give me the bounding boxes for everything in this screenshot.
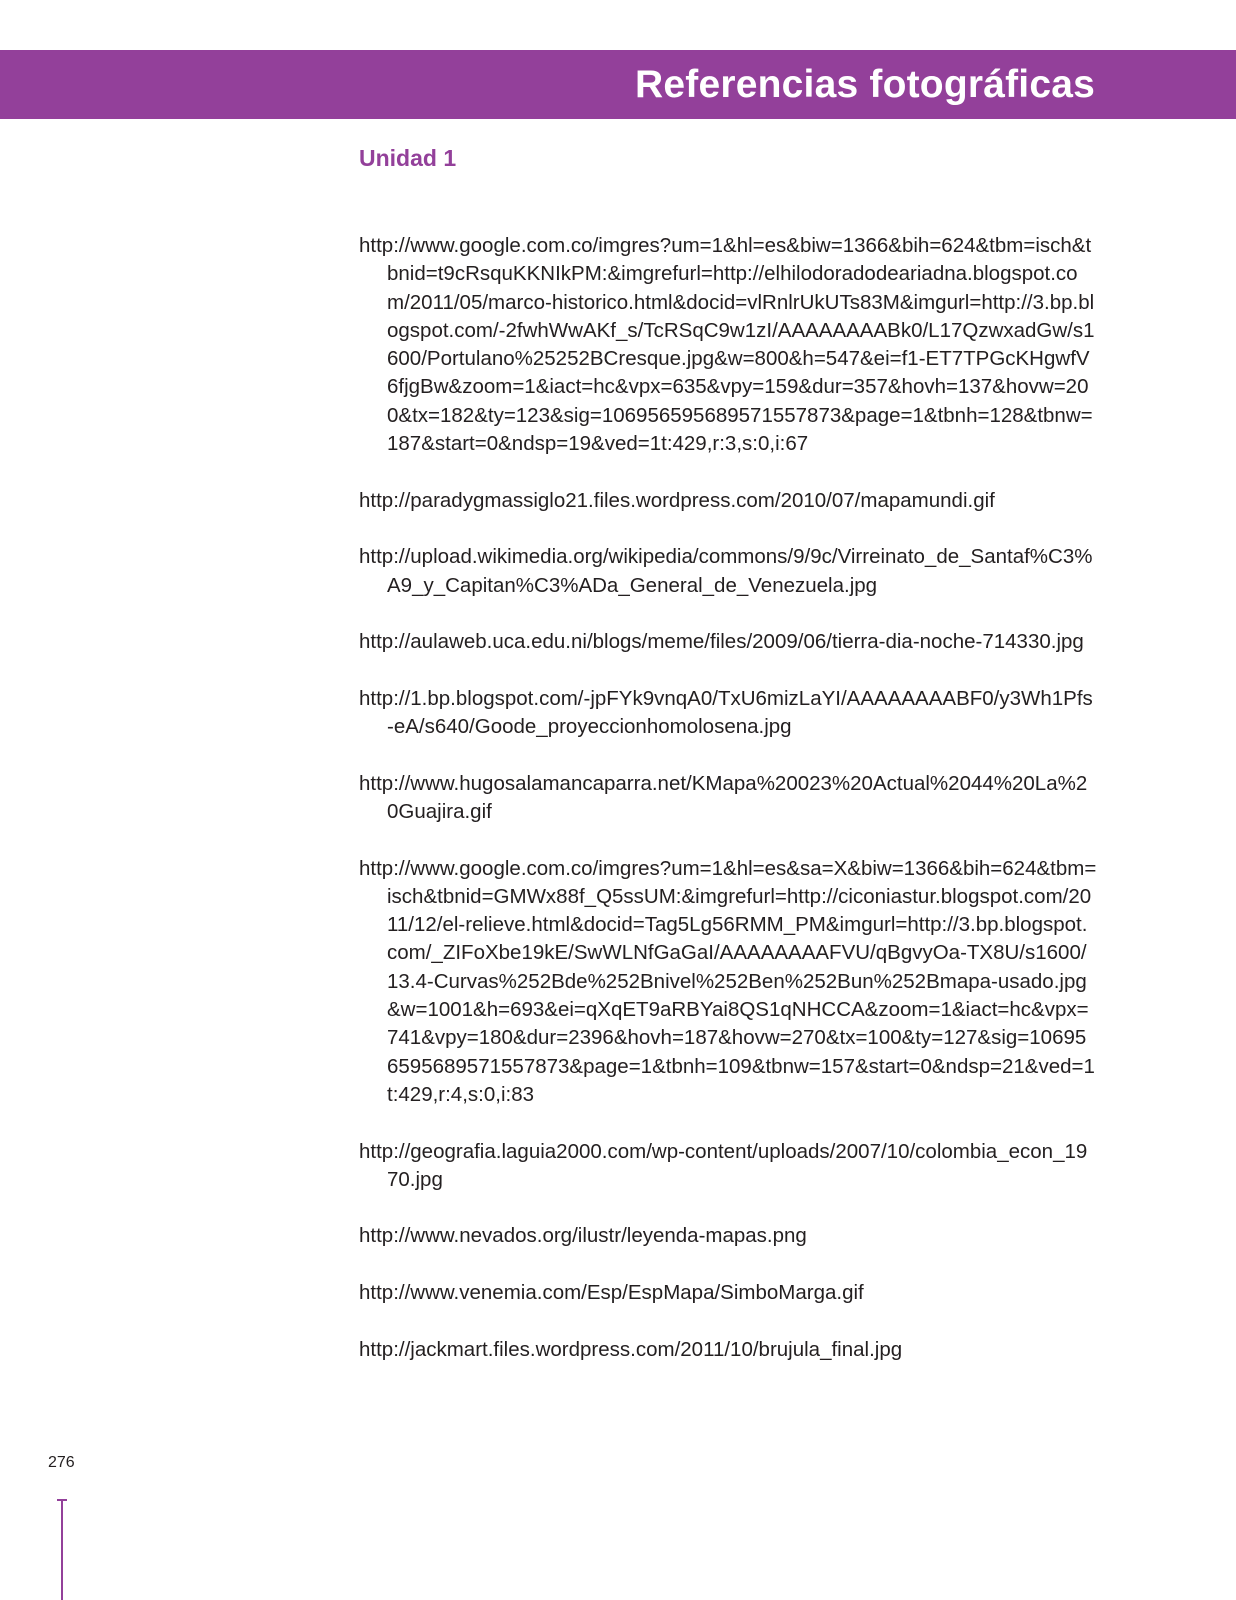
reference-list	[359, 232, 1097, 1392]
reference-item: http://geografia.laguia2000.com/wp-content/uploads/2007/10/colombia_econ_1970.jpg	[359, 1139, 1088, 1191]
page-title: Referencias fotográficas	[635, 63, 1095, 106]
reference-item: http://www.google.com.co/imgres?um=1&hl=es&biw=1366&bih=624&tbm=isch&tbnid=t9cRsquKKNIkPM:&imgrefurl=http://elhilodoradodeariadna.blogspot.com/2011/05/marco-historico.html&docid=vlRnlrUkUTs83M&imgurl=http://3.bp.blogspot.com/-2fwhWwAKf_s/TcRSqC9w1zI/AAAAAAAABk0/L17QzwxadGw/s1600/Portulano%25252BCresque.jpg&w=800&h=547&ei=f1-ET7TPGcKHgwfV6fjgBw&zoom=1&iact=hc&vpx=635&vpy=159&dur=357&hovh=137&hovw=200&tx=182&ty=123&sig=106956595689571557873&page=1&tbnh=128&tbnw=187&start=0&ndsp=19&ved=1t:429,r:3,s:0,i:67	[359, 234, 1095, 456]
reference-item: http://paradygmassiglo21.files.wordpress.com/2010/07/mapamundi.gif	[359, 488, 995, 512]
margin-line	[61, 1500, 63, 1600]
reference-item: http://www.nevados.org/ilustr/leyenda-mapas.png	[359, 1224, 807, 1248]
reference-item: http://www.google.com.co/imgres?um=1&hl=es&sa=X&biw=1366&bih=624&tbm=isch&tbnid=GMWx88f_Q5ssUM:&imgrefurl=http://ciconiastur.blogspot.com/2011/12/el-relieve.html&docid=Tag5Lg56RMM_PM&imgurl=http://3.bp.blogspot.com/_ZIFoXbe19kE/SwWLNfGaGaI/AAAAAAAAFVU/qBgvyOa-TX8U/s1600/13.4-Curvas%252Bde%252Bnivel%252Ben%252Bun%252Bmapa-usado.jpg&w=1001&h=693&ei=qXqET9aRBYai8QS1qNHCCA&zoom=1&iact=hc&vpx=741&vpy=180&dur=2396&hovh=187&hovw=270&tx=100&ty=127&sig=106956595689571557873&page=1&tbnh=109&tbnw=157&start=0&ndsp=21&ved=1t:429,r:4,s:0,i:83	[359, 856, 1097, 1106]
page-number: 276	[48, 1454, 75, 1471]
reference-item: http://aulaweb.uca.edu.ni/blogs/meme/files/2009/06/tierra-dia-noche-714330.jpg	[359, 630, 1084, 654]
section-heading: Unidad 1	[359, 145, 457, 171]
reference-item: http://1.bp.blogspot.com/-jpFYk9vnqA0/TxU6mizLaYI/AAAAAAAABF0/y3Wh1Pfs-eA/s640/Goode_proyeccionhomolosena.jpg	[359, 686, 1093, 739]
reference-item: http://upload.wikimedia.org/wikipedia/commons/9/9c/Virreinato_de_Santaf%C3%A9_y_Capitan%C3%ADa_General_de_Venezuela.jpg	[359, 545, 1093, 597]
reference-item: http://jackmart.files.wordpress.com/2011/10/brujula_final.jpg	[359, 1337, 903, 1361]
reference-item: http://www.venemia.com/Esp/EspMapa/SimboMarga.gif	[359, 1280, 864, 1304]
reference-item: http://www.hugosalamancaparra.net/KMapa%20023%20Actual%2044%20La%20Guajira.gif	[359, 771, 1088, 823]
